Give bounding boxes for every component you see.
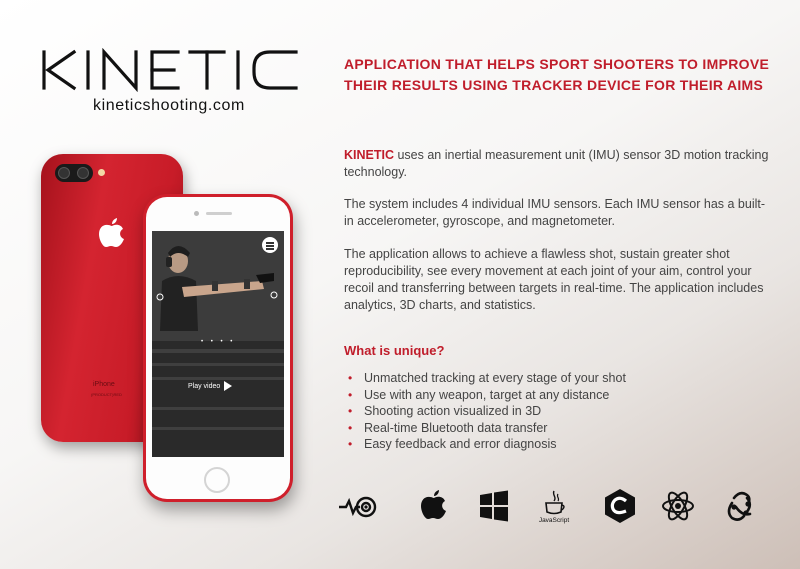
home-button[interactable]: [204, 467, 230, 493]
speaker-grille: [206, 212, 232, 215]
list-item-text: Unmatched tracking at every stage of your shot: [364, 371, 626, 385]
c-language-icon: [600, 486, 640, 526]
app-screen[interactable]: [152, 231, 284, 457]
features-paragraph: The application allows to achieve a flawless shot, sustain greater shot reproducibility, see every movement at each joint of your aim, control your recoil and transferring between targets in real-time. The application includes analytics, 3D charts, and statistics.: [344, 247, 764, 312]
front-camera-icon: [194, 211, 199, 216]
list-item: [348, 403, 626, 420]
tech-icons-row: [338, 486, 778, 526]
phone-front-view: [143, 194, 293, 502]
list-item: [348, 370, 626, 387]
unique-list: [348, 370, 626, 453]
bullet-icon: •: [348, 437, 353, 451]
list-item-text: Real-time Bluetooth data transfer: [364, 420, 548, 435]
sensors-paragraph: The system includes 4 individual IMU sensors. Each IMU sensor has a built-in accelerometer, gyroscope, and magnetometer.: [344, 197, 766, 228]
headline: APPLICATION THAT HELPS SPORT SHOOTERS TO IMPROVE THEIR RESULTS USING TRACKER DEVICE FOR THEIR AIMS: [344, 56, 770, 93]
kinetic-logo: [40, 48, 302, 92]
list-item-text: Easy feedback and error diagnosis: [364, 437, 557, 451]
back-model-label: iPhone: [93, 381, 115, 388]
bullet-icon: •: [348, 404, 353, 418]
menu-button[interactable]: [262, 237, 278, 253]
play-icon: [224, 381, 232, 391]
unique-heading: What is unique?: [344, 343, 445, 358]
flash-icon: [98, 169, 105, 176]
bullet-icon: •: [348, 371, 353, 385]
kinetic-target-icon: [338, 486, 378, 526]
javascript-label: JavaScript: [538, 517, 570, 524]
bullet-icon: •: [348, 420, 353, 435]
dual-camera-icon: [55, 164, 93, 182]
windows-icon: [474, 486, 514, 526]
list-item-text: Use with any weapon, target at any distance: [364, 387, 610, 402]
apple-icon: [414, 486, 454, 526]
play-video-label: Play video: [188, 382, 221, 390]
list-item-text: Shooting action visualized in 3D: [364, 404, 542, 418]
play-video-button[interactable]: [188, 381, 232, 391]
intro-text: uses an inertial measurement unit (IMU) sensor 3D motion tracking technology.: [344, 148, 769, 179]
list-item: [348, 420, 626, 437]
list-item: [348, 436, 626, 453]
react-icon: [658, 486, 698, 526]
apple-logo-icon: [99, 218, 125, 248]
carousel-dots[interactable]: • • • •: [201, 339, 236, 345]
website-url[interactable]: kineticshooting.com: [93, 97, 245, 114]
brand-name: KINETIC: [344, 148, 394, 162]
back-product-label: (PRODUCT)RED: [91, 392, 122, 397]
list-item: [348, 387, 626, 404]
bullet-icon: •: [348, 387, 353, 402]
intro-paragraph: [344, 147, 774, 181]
javascript-icon: [534, 486, 574, 526]
kinetic-wordmark: [40, 48, 302, 92]
redux-icon: [720, 486, 760, 526]
